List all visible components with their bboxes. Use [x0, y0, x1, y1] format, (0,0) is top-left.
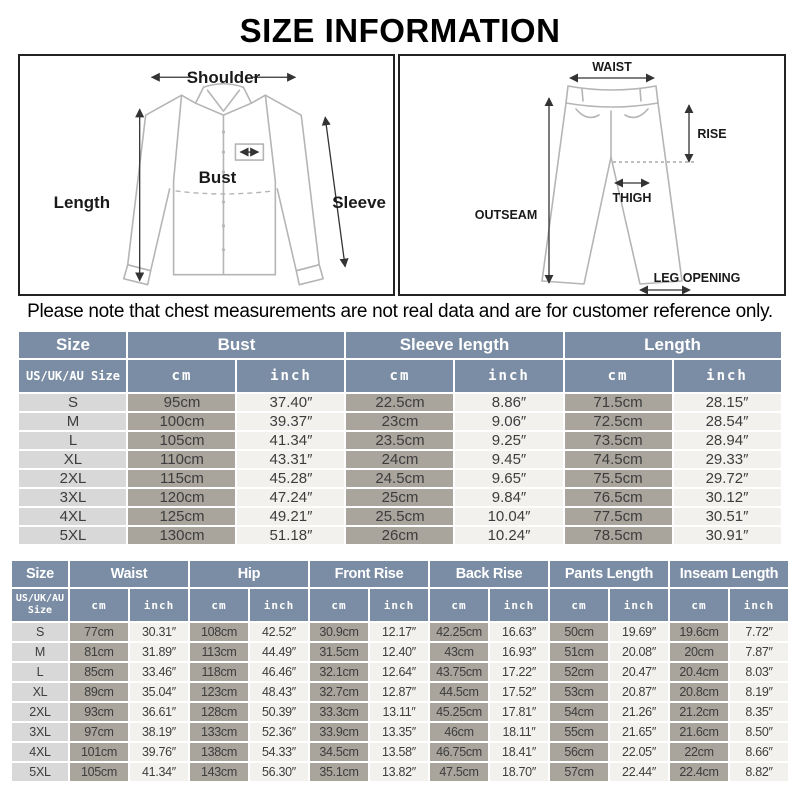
- inch-value-cell: 31.89″: [130, 643, 188, 661]
- table-row: [19, 394, 780, 411]
- cm-value-cell: 33.3cm: [310, 703, 368, 721]
- table-row: [12, 623, 788, 641]
- cm-value-cell: 50cm: [550, 623, 608, 641]
- header-inch: inch: [455, 360, 562, 392]
- table-row: [12, 683, 788, 701]
- inch-value-cell: 9.06″: [455, 413, 562, 430]
- inch-value-cell: 18.41″: [490, 743, 548, 761]
- table-row: [19, 451, 780, 468]
- rise-label: RISE: [697, 127, 727, 141]
- cm-value-cell: 97cm: [70, 723, 128, 741]
- header-cm: cm: [565, 360, 672, 392]
- inch-value-cell: 13.35″: [370, 723, 428, 741]
- cm-value-cell: 74.5cm: [565, 451, 672, 468]
- header-sleeve-length: Sleeve length: [346, 332, 562, 358]
- header-front-rise: Front Rise: [310, 561, 428, 587]
- pants-size-table: [10, 559, 790, 783]
- inch-value-cell: 50.39″: [250, 703, 308, 721]
- table-row: [12, 663, 788, 681]
- inch-value-cell: 20.87″: [610, 683, 668, 701]
- cm-value-cell: 43cm: [430, 643, 488, 661]
- header-cm: cm: [430, 589, 488, 621]
- table-row: [12, 763, 788, 781]
- header-cm: cm: [128, 360, 235, 392]
- header-cm: cm: [346, 360, 453, 392]
- cm-value-cell: 26cm: [346, 527, 453, 544]
- inch-value-cell: 10.24″: [455, 527, 562, 544]
- inch-value-cell: 47.24″: [237, 489, 344, 506]
- inch-value-cell: 16.93″: [490, 643, 548, 661]
- size-cell: M: [19, 413, 126, 430]
- inch-value-cell: 54.33″: [250, 743, 308, 761]
- inch-value-cell: 52.36″: [250, 723, 308, 741]
- table-row: [12, 723, 788, 741]
- cm-value-cell: 21.6cm: [670, 723, 728, 741]
- inch-value-cell: 8.35″: [730, 703, 788, 721]
- cm-value-cell: 22.4cm: [670, 763, 728, 781]
- inch-value-cell: 44.49″: [250, 643, 308, 661]
- header-inch: inch: [237, 360, 344, 392]
- inch-value-cell: 12.17″: [370, 623, 428, 641]
- inch-value-cell: 21.26″: [610, 703, 668, 721]
- cm-value-cell: 128cm: [190, 703, 248, 721]
- inch-value-cell: 7.72″: [730, 623, 788, 641]
- inch-value-cell: 45.28″: [237, 470, 344, 487]
- inch-value-cell: 49.21″: [237, 508, 344, 525]
- cm-value-cell: 44.5cm: [430, 683, 488, 701]
- inch-value-cell: 21.65″: [610, 723, 668, 741]
- cm-value-cell: 23cm: [346, 413, 453, 430]
- cm-value-cell: 105cm: [128, 432, 235, 449]
- inch-value-cell: 22.44″: [610, 763, 668, 781]
- cm-value-cell: 77cm: [70, 623, 128, 641]
- header-cm: cm: [310, 589, 368, 621]
- inch-value-cell: 9.45″: [455, 451, 562, 468]
- inch-value-cell: 28.54″: [674, 413, 781, 430]
- inch-value-cell: 28.15″: [674, 394, 781, 411]
- pants-diagram: [398, 54, 786, 296]
- size-cell: XL: [12, 683, 68, 701]
- inch-value-cell: 20.47″: [610, 663, 668, 681]
- shirt-diagram: [18, 54, 395, 296]
- cm-value-cell: 138cm: [190, 743, 248, 761]
- inch-value-cell: 35.04″: [130, 683, 188, 701]
- table-row: [12, 743, 788, 761]
- cm-value-cell: 110cm: [128, 451, 235, 468]
- table-row: [12, 703, 788, 721]
- cm-value-cell: 24.5cm: [346, 470, 453, 487]
- cm-value-cell: 76.5cm: [565, 489, 672, 506]
- inch-value-cell: 8.86″: [455, 394, 562, 411]
- inch-value-cell: 30.91″: [674, 527, 781, 544]
- header-inch: inch: [674, 360, 781, 392]
- inch-value-cell: 7.87″: [730, 643, 788, 661]
- cm-value-cell: 113cm: [190, 643, 248, 661]
- header-cm: cm: [550, 589, 608, 621]
- cm-value-cell: 75.5cm: [565, 470, 672, 487]
- cm-value-cell: 115cm: [128, 470, 235, 487]
- inch-value-cell: 8.19″: [730, 683, 788, 701]
- thigh-label: THIGH: [612, 191, 652, 205]
- cm-value-cell: 20.4cm: [670, 663, 728, 681]
- cm-value-cell: 34.5cm: [310, 743, 368, 761]
- cm-value-cell: 30.9cm: [310, 623, 368, 641]
- size-cell: L: [12, 663, 68, 681]
- table-row: [19, 470, 780, 487]
- size-cell: 3XL: [19, 489, 126, 506]
- inch-value-cell: 33.46″: [130, 663, 188, 681]
- shirt-line-art: [20, 56, 393, 294]
- cm-value-cell: 105cm: [70, 763, 128, 781]
- page-title: SIZE INFORMATION: [239, 12, 561, 49]
- cm-value-cell: 133cm: [190, 723, 248, 741]
- shoulder-label: Shoulder: [186, 68, 261, 88]
- cm-value-cell: 47.5cm: [430, 763, 488, 781]
- size-cell: L: [19, 432, 126, 449]
- size-cell: XL: [19, 451, 126, 468]
- pants-table-body: [12, 623, 788, 781]
- pants-table-head: [12, 561, 788, 621]
- header-inch: inch: [610, 589, 668, 621]
- cm-value-cell: 51cm: [550, 643, 608, 661]
- inch-value-cell: 42.52″: [250, 623, 308, 641]
- inch-value-cell: 19.69″: [610, 623, 668, 641]
- inch-value-cell: 18.11″: [490, 723, 548, 741]
- cm-value-cell: 46cm: [430, 723, 488, 741]
- cm-value-cell: 46.75cm: [430, 743, 488, 761]
- measurement-diagrams: [18, 54, 786, 296]
- header-waist: Waist: [70, 561, 188, 587]
- cm-value-cell: 25cm: [346, 489, 453, 506]
- cm-value-cell: 73.5cm: [565, 432, 672, 449]
- size-cell: 5XL: [12, 763, 68, 781]
- table-row: [19, 489, 780, 506]
- inch-value-cell: 41.34″: [130, 763, 188, 781]
- header-cm: cm: [190, 589, 248, 621]
- cm-value-cell: 21.2cm: [670, 703, 728, 721]
- table-row: [19, 432, 780, 449]
- cm-value-cell: 24cm: [346, 451, 453, 468]
- cm-value-cell: 100cm: [128, 413, 235, 430]
- inch-value-cell: 39.37″: [237, 413, 344, 430]
- inch-value-cell: 29.72″: [674, 470, 781, 487]
- reference-note: Please note that chest measurements are not real data and are for customer reference only.: [27, 301, 773, 322]
- inch-value-cell: 41.34″: [237, 432, 344, 449]
- cm-value-cell: 22.5cm: [346, 394, 453, 411]
- bust-label: Bust: [198, 167, 237, 187]
- inch-value-cell: 30.51″: [674, 508, 781, 525]
- cm-value-cell: 35.1cm: [310, 763, 368, 781]
- shirt-table-head: [19, 332, 780, 392]
- size-cell: 4XL: [12, 743, 68, 761]
- cm-value-cell: 101cm: [70, 743, 128, 761]
- inch-value-cell: 46.46″: [250, 663, 308, 681]
- cm-value-cell: 72.5cm: [565, 413, 672, 430]
- header-inch: inch: [490, 589, 548, 621]
- pants-line-art: [400, 56, 784, 294]
- inch-value-cell: 8.03″: [730, 663, 788, 681]
- cm-value-cell: 54cm: [550, 703, 608, 721]
- cm-value-cell: 57cm: [550, 763, 608, 781]
- cm-value-cell: 56cm: [550, 743, 608, 761]
- table-row: [19, 508, 780, 525]
- header-cm: cm: [670, 589, 728, 621]
- size-cell: 2XL: [19, 470, 126, 487]
- header-pants-length: Pants Length: [550, 561, 668, 587]
- header-length: Length: [565, 332, 781, 358]
- table-row: [12, 643, 788, 661]
- inch-value-cell: 17.81″: [490, 703, 548, 721]
- header-inseam-length: Inseam Length: [670, 561, 788, 587]
- header-size: Size: [12, 561, 68, 587]
- cm-value-cell: 19.6cm: [670, 623, 728, 641]
- inch-value-cell: 12.87″: [370, 683, 428, 701]
- inch-value-cell: 51.18″: [237, 527, 344, 544]
- inch-value-cell: 13.58″: [370, 743, 428, 761]
- leg-opening-label: LEG OPENING: [653, 271, 741, 285]
- outseam-label: OUTSEAM: [474, 208, 538, 222]
- header-size-standard: US/UK/AU Size: [19, 360, 126, 392]
- cm-value-cell: 20cm: [670, 643, 728, 661]
- cm-value-cell: 89cm: [70, 683, 128, 701]
- inch-value-cell: 20.08″: [610, 643, 668, 661]
- cm-value-cell: 93cm: [70, 703, 128, 721]
- inch-value-cell: 30.31″: [130, 623, 188, 641]
- inch-value-cell: 8.50″: [730, 723, 788, 741]
- cm-value-cell: 55cm: [550, 723, 608, 741]
- cm-value-cell: 78.5cm: [565, 527, 672, 544]
- inch-value-cell: 13.11″: [370, 703, 428, 721]
- inch-value-cell: 28.94″: [674, 432, 781, 449]
- header-inch: inch: [370, 589, 428, 621]
- size-cell: 3XL: [12, 723, 68, 741]
- table-header-row: [12, 561, 788, 587]
- shirt-table-body: [19, 394, 780, 544]
- header-bust: Bust: [128, 332, 344, 358]
- inch-value-cell: 12.64″: [370, 663, 428, 681]
- waist-label: WAIST: [592, 60, 632, 74]
- header-size-standard: US/UK/AU Size: [12, 589, 68, 621]
- inch-value-cell: 17.22″: [490, 663, 548, 681]
- cm-value-cell: 32.1cm: [310, 663, 368, 681]
- header-inch: inch: [250, 589, 308, 621]
- size-cell: S: [12, 623, 68, 641]
- inch-value-cell: 56.30″: [250, 763, 308, 781]
- inch-value-cell: 48.43″: [250, 683, 308, 701]
- cm-value-cell: 130cm: [128, 527, 235, 544]
- size-cell: S: [19, 394, 126, 411]
- sleeve-label: Sleeve: [332, 192, 386, 212]
- inch-value-cell: 9.84″: [455, 489, 562, 506]
- header-inch: inch: [130, 589, 188, 621]
- cm-value-cell: 52cm: [550, 663, 608, 681]
- inch-value-cell: 10.04″: [455, 508, 562, 525]
- cm-value-cell: 77.5cm: [565, 508, 672, 525]
- inch-value-cell: 12.40″: [370, 643, 428, 661]
- size-cell: 5XL: [19, 527, 126, 544]
- cm-value-cell: 95cm: [128, 394, 235, 411]
- inch-value-cell: 8.66″: [730, 743, 788, 761]
- header-back-rise: Back Rise: [430, 561, 548, 587]
- inch-value-cell: 29.33″: [674, 451, 781, 468]
- inch-value-cell: 30.12″: [674, 489, 781, 506]
- cm-value-cell: 31.5cm: [310, 643, 368, 661]
- inch-value-cell: 18.70″: [490, 763, 548, 781]
- cm-value-cell: 53cm: [550, 683, 608, 701]
- table-row: [19, 413, 780, 430]
- header-size: Size: [19, 332, 126, 358]
- size-cell: 4XL: [19, 508, 126, 525]
- header-hip: Hip: [190, 561, 308, 587]
- inch-value-cell: 37.40″: [237, 394, 344, 411]
- cm-value-cell: 20.8cm: [670, 683, 728, 701]
- cm-value-cell: 71.5cm: [565, 394, 672, 411]
- table-subheader-row: [12, 589, 788, 621]
- cm-value-cell: 32.7cm: [310, 683, 368, 701]
- length-label: Length: [53, 192, 111, 212]
- cm-value-cell: 22cm: [670, 743, 728, 761]
- size-cell: M: [12, 643, 68, 661]
- cm-value-cell: 125cm: [128, 508, 235, 525]
- cm-value-cell: 120cm: [128, 489, 235, 506]
- inch-value-cell: 43.31″: [237, 451, 344, 468]
- cm-value-cell: 45.25cm: [430, 703, 488, 721]
- table-row: [19, 527, 780, 544]
- cm-value-cell: 81cm: [70, 643, 128, 661]
- inch-value-cell: 9.65″: [455, 470, 562, 487]
- table-header-row: [19, 332, 780, 358]
- cm-value-cell: 118cm: [190, 663, 248, 681]
- cm-value-cell: 108cm: [190, 623, 248, 641]
- inch-value-cell: 16.63″: [490, 623, 548, 641]
- inch-value-cell: 22.05″: [610, 743, 668, 761]
- cm-value-cell: 42.25cm: [430, 623, 488, 641]
- cm-value-cell: 25.5cm: [346, 508, 453, 525]
- inch-value-cell: 39.76″: [130, 743, 188, 761]
- inch-value-cell: 13.82″: [370, 763, 428, 781]
- cm-value-cell: 23.5cm: [346, 432, 453, 449]
- cm-value-cell: 123cm: [190, 683, 248, 701]
- cm-value-cell: 143cm: [190, 763, 248, 781]
- cm-value-cell: 85cm: [70, 663, 128, 681]
- inch-value-cell: 36.61″: [130, 703, 188, 721]
- cm-value-cell: 33.9cm: [310, 723, 368, 741]
- cm-value-cell: 43.75cm: [430, 663, 488, 681]
- header-cm: cm: [70, 589, 128, 621]
- inch-value-cell: 38.19″: [130, 723, 188, 741]
- size-cell: 2XL: [12, 703, 68, 721]
- inch-value-cell: 8.82″: [730, 763, 788, 781]
- inch-value-cell: 17.52″: [490, 683, 548, 701]
- table-subheader-row: [19, 360, 780, 392]
- header-inch: inch: [730, 589, 788, 621]
- shirt-size-table: [17, 330, 782, 546]
- inch-value-cell: 9.25″: [455, 432, 562, 449]
